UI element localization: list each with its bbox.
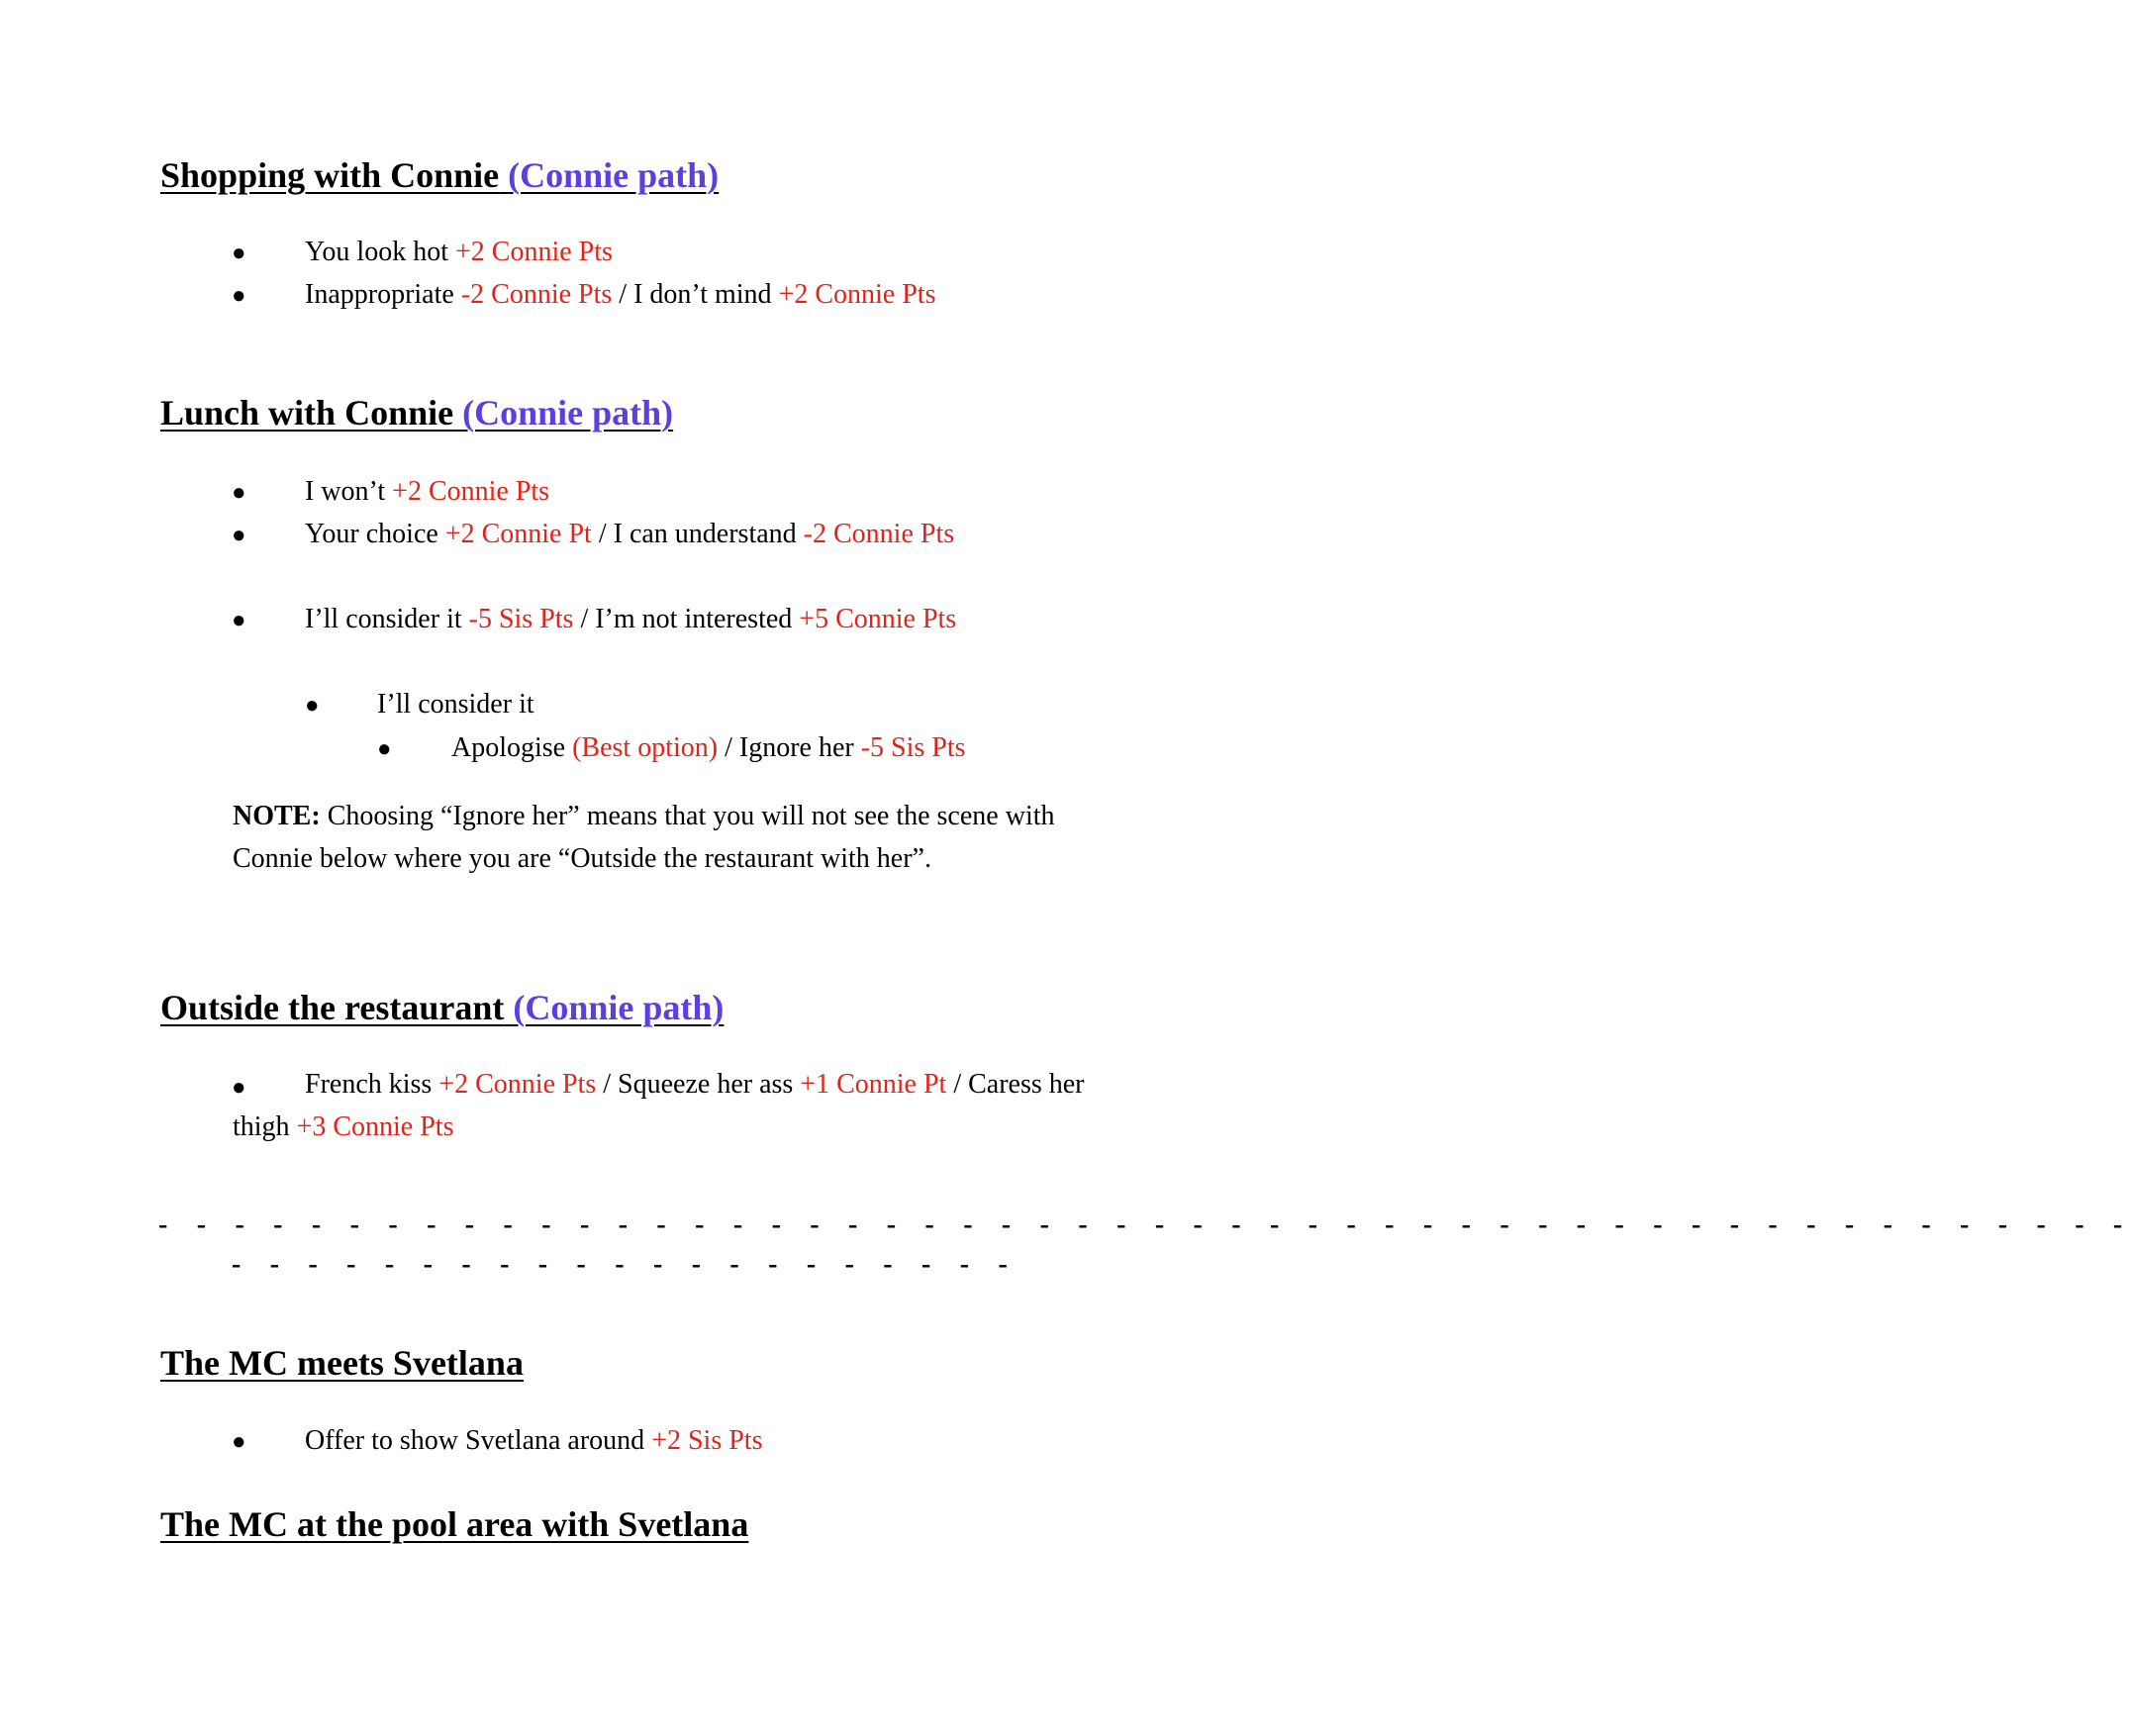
path-tag: (Connie path) xyxy=(513,988,725,1027)
heading-title: Shopping with Connie xyxy=(160,155,500,195)
heading-title: The MC meets Svetlana xyxy=(160,1343,524,1383)
note-paragraph xyxy=(233,795,1104,880)
points-value: +2 Connie Pt xyxy=(444,519,592,549)
bullet-icon: ● xyxy=(305,693,320,719)
choice-text: I’ll consider it xyxy=(305,604,462,634)
heading-title: The MC at the pool area with Svetlana xyxy=(160,1504,749,1544)
points-value: -5 Sis Pts xyxy=(468,604,574,634)
choice-text: Inappropriate xyxy=(305,279,454,310)
points-value: +2 Connie Pts xyxy=(392,476,550,507)
points-value: -5 Sis Pts xyxy=(860,732,966,763)
choice-text: I’ll consider it xyxy=(377,689,534,720)
choice-text: / Squeeze her ass xyxy=(596,1069,794,1100)
bullet-icon: ● xyxy=(232,1429,246,1455)
heading-svetlana-meet xyxy=(160,1341,524,1385)
list-item xyxy=(305,278,935,312)
heading-outside xyxy=(160,986,724,1029)
list-item xyxy=(377,688,534,722)
list-item xyxy=(451,731,966,765)
path-tag: (Connie path) xyxy=(508,155,720,195)
list-item xyxy=(305,1424,762,1458)
note-text: Choosing “Ignore her” means that you will not see the scene with Connie below where you are “Outside the restaurant with her”. xyxy=(233,801,1055,874)
points-value: -2 Connie Pts xyxy=(803,519,955,549)
points-value: +2 Connie Pts xyxy=(438,1069,597,1100)
heading-title: Lunch with Connie xyxy=(160,393,454,433)
note-label: NOTE: xyxy=(233,801,321,831)
bullet-icon: ● xyxy=(232,283,246,309)
list-item xyxy=(233,1063,1104,1148)
points-value: +5 Connie Pts xyxy=(799,604,957,634)
heading-title: Outside the restaurant xyxy=(160,988,505,1027)
choice-text: / I can understand xyxy=(591,519,797,549)
bullet-icon: ● xyxy=(377,736,392,762)
choice-text: / I’m not interested xyxy=(573,604,793,634)
bullet-icon: ● xyxy=(232,480,246,506)
dashed-divider: - - - - - - - - - - - - - - - - - - - - - - - - - - - - - - - - - - - - - - - - - - - - - - - - - - - - xyxy=(158,1209,2133,1240)
path-tag: (Connie path) xyxy=(462,393,674,433)
choice-text: Apologise xyxy=(451,732,566,763)
choice-text: / Ignore her xyxy=(718,732,854,763)
choice-text: Your choice xyxy=(305,519,438,549)
choice-text: You look hot xyxy=(305,237,448,267)
bullet-icon: ● xyxy=(232,241,246,266)
choice-text: Offer to show Svetlana around xyxy=(305,1425,645,1456)
choice-text: French kiss xyxy=(305,1069,433,1100)
list-item xyxy=(305,475,549,509)
points-value: +2 Sis Pts xyxy=(651,1425,763,1456)
points-value: +1 Connie Pt xyxy=(800,1069,947,1100)
points-value: +2 Connie Pts xyxy=(454,237,613,267)
choice-text: I won’t xyxy=(305,476,386,507)
points-value: +2 Connie Pts xyxy=(778,279,936,310)
points-value: -2 Connie Pts xyxy=(460,279,613,310)
bullet-icon: ● xyxy=(232,608,246,633)
bullet-icon: ● xyxy=(232,523,246,548)
list-item xyxy=(305,236,613,269)
best-option-note: (Best option) xyxy=(572,732,719,763)
heading-svetlana-pool xyxy=(160,1502,748,1546)
points-value: +3 Connie Pts xyxy=(296,1111,454,1142)
heading-shopping xyxy=(160,153,719,197)
list-item xyxy=(305,603,956,636)
dashed-divider: - - - - - - - - - - - - - - - - - - - - - xyxy=(232,1249,1019,1280)
list-item xyxy=(305,518,954,551)
choice-text: / Caress her thigh xyxy=(233,1069,1085,1142)
choice-text: / I don’t mind xyxy=(612,279,772,310)
heading-lunch xyxy=(160,391,673,434)
bullet-icon: ● xyxy=(232,1075,246,1101)
